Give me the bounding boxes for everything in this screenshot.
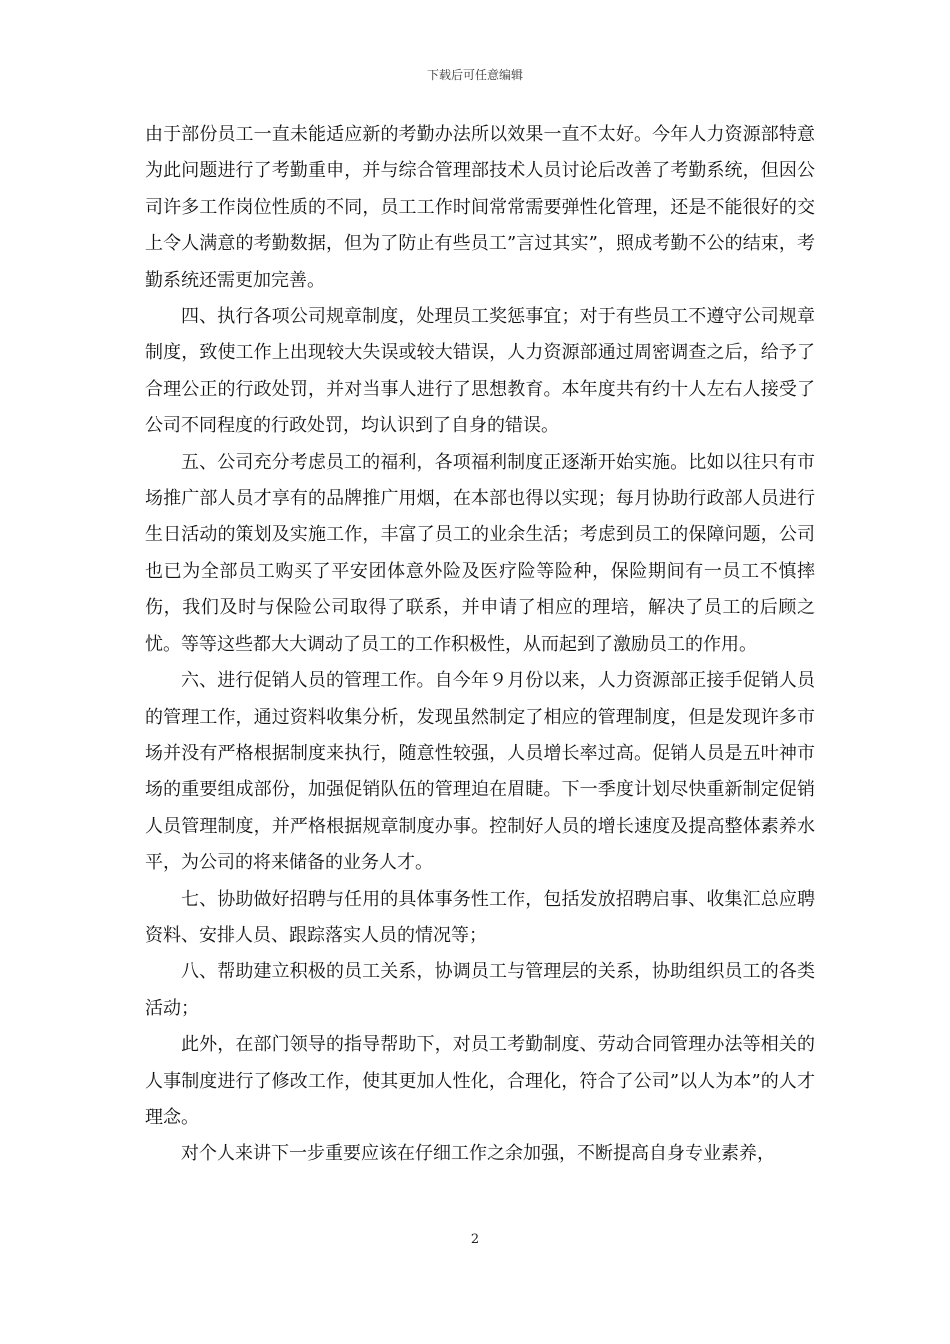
paragraph: 六、进行促销人员的管理工作。自今年９月份以来，人力资源部正接手促销人员的管理工作，通过资料收集分析，发现虽然制定了相应的管理制度，但是发现许多市场并没有严格根据制度来执行，随意性较强，人员增长率过高。促销人员是五叶神市场的重要组成部份，加强促销队伍的管理迫在眉睫。下一季度计划尽快重新制定促销人员管理制度，并严格根据规章制度办事。控制好人员的增长速度及提高整体素养水平，为公司的将来储备的业务人才。 bbox=[145, 670, 815, 874]
document-body bbox=[145, 117, 815, 1173]
paragraph: 由于部份员工一直未能适应新的考勤办法所以效果一直不太好。今年人力资源部特意为此问题进行了考勤重申，并与综合管理部技术人员讨论后改善了考勤系统，但因公司许多工作岗位性质的不同，员工工作时间常常需要弹性化管理，还是不能很好的交上令人满意的考勤数据，但为了防止有些员工”言过其实”，照成考勤不公的结束，考勤系统还需更加完善。 bbox=[145, 124, 815, 291]
paragraph: 五、公司充分考虑员工的福利，各项福利制度正逐渐开始实施。比如以往只有市场推广部人员才享有的品牌推广用烟，在本部也得以实现；每月协助行政部人员进行生日活动的策划及实施工作，丰富了员工的业余生活；考虑到员工的保障问题，公司也已为全部员工购买了平安团体意外险及医疗险等险种，保险期间有一员工不慎摔伤，我们及时与保险公司取得了联系，并申请了相应的理培，解决了员工的后顾之忧。等等这些都大大调动了员工的工作积极性，从而起到了激励员工的作用。 bbox=[145, 451, 815, 655]
page-number: 2 bbox=[470, 1232, 480, 1247]
page-header: 下载后可任意编辑 bbox=[426, 68, 523, 82]
paragraph: 此外，在部门领导的指导帮助下，对员工考勤制度、劳动合同管理办法等相关的人事制度进行了修改工作，使其更加人性化，合理化，符合了公司”以人为本”的人才理念。 bbox=[145, 1034, 815, 1128]
paragraph: 对个人来讲下一步重要应该在仔细工作之余加强，不断提高自身专业素养， bbox=[181, 1143, 775, 1165]
paragraph: 四、执行各项公司规章制度，处理员工奖惩事宜；对于有些员工不遵守公司规章制度，致使工作上出现较大失误或较大错误，人力资源部通过周密调查之后，给予了合理公正的行政处罚，并对当事人进行了思想教育。本年度共有约十人左右人接受了公司不同程度的行政处罚，均认识到了自身的错误。 bbox=[145, 306, 815, 437]
paragraph: 七、协助做好招聘与任用的具体事务性工作，包括发放招聘启事、收集汇总应聘资料、安排人员、跟踪落实人员的情况等； bbox=[145, 888, 815, 946]
paragraph: 八、帮助建立积极的员工关系，协调员工与管理层的关系，协助组织员工的各类活动； bbox=[145, 961, 815, 1019]
